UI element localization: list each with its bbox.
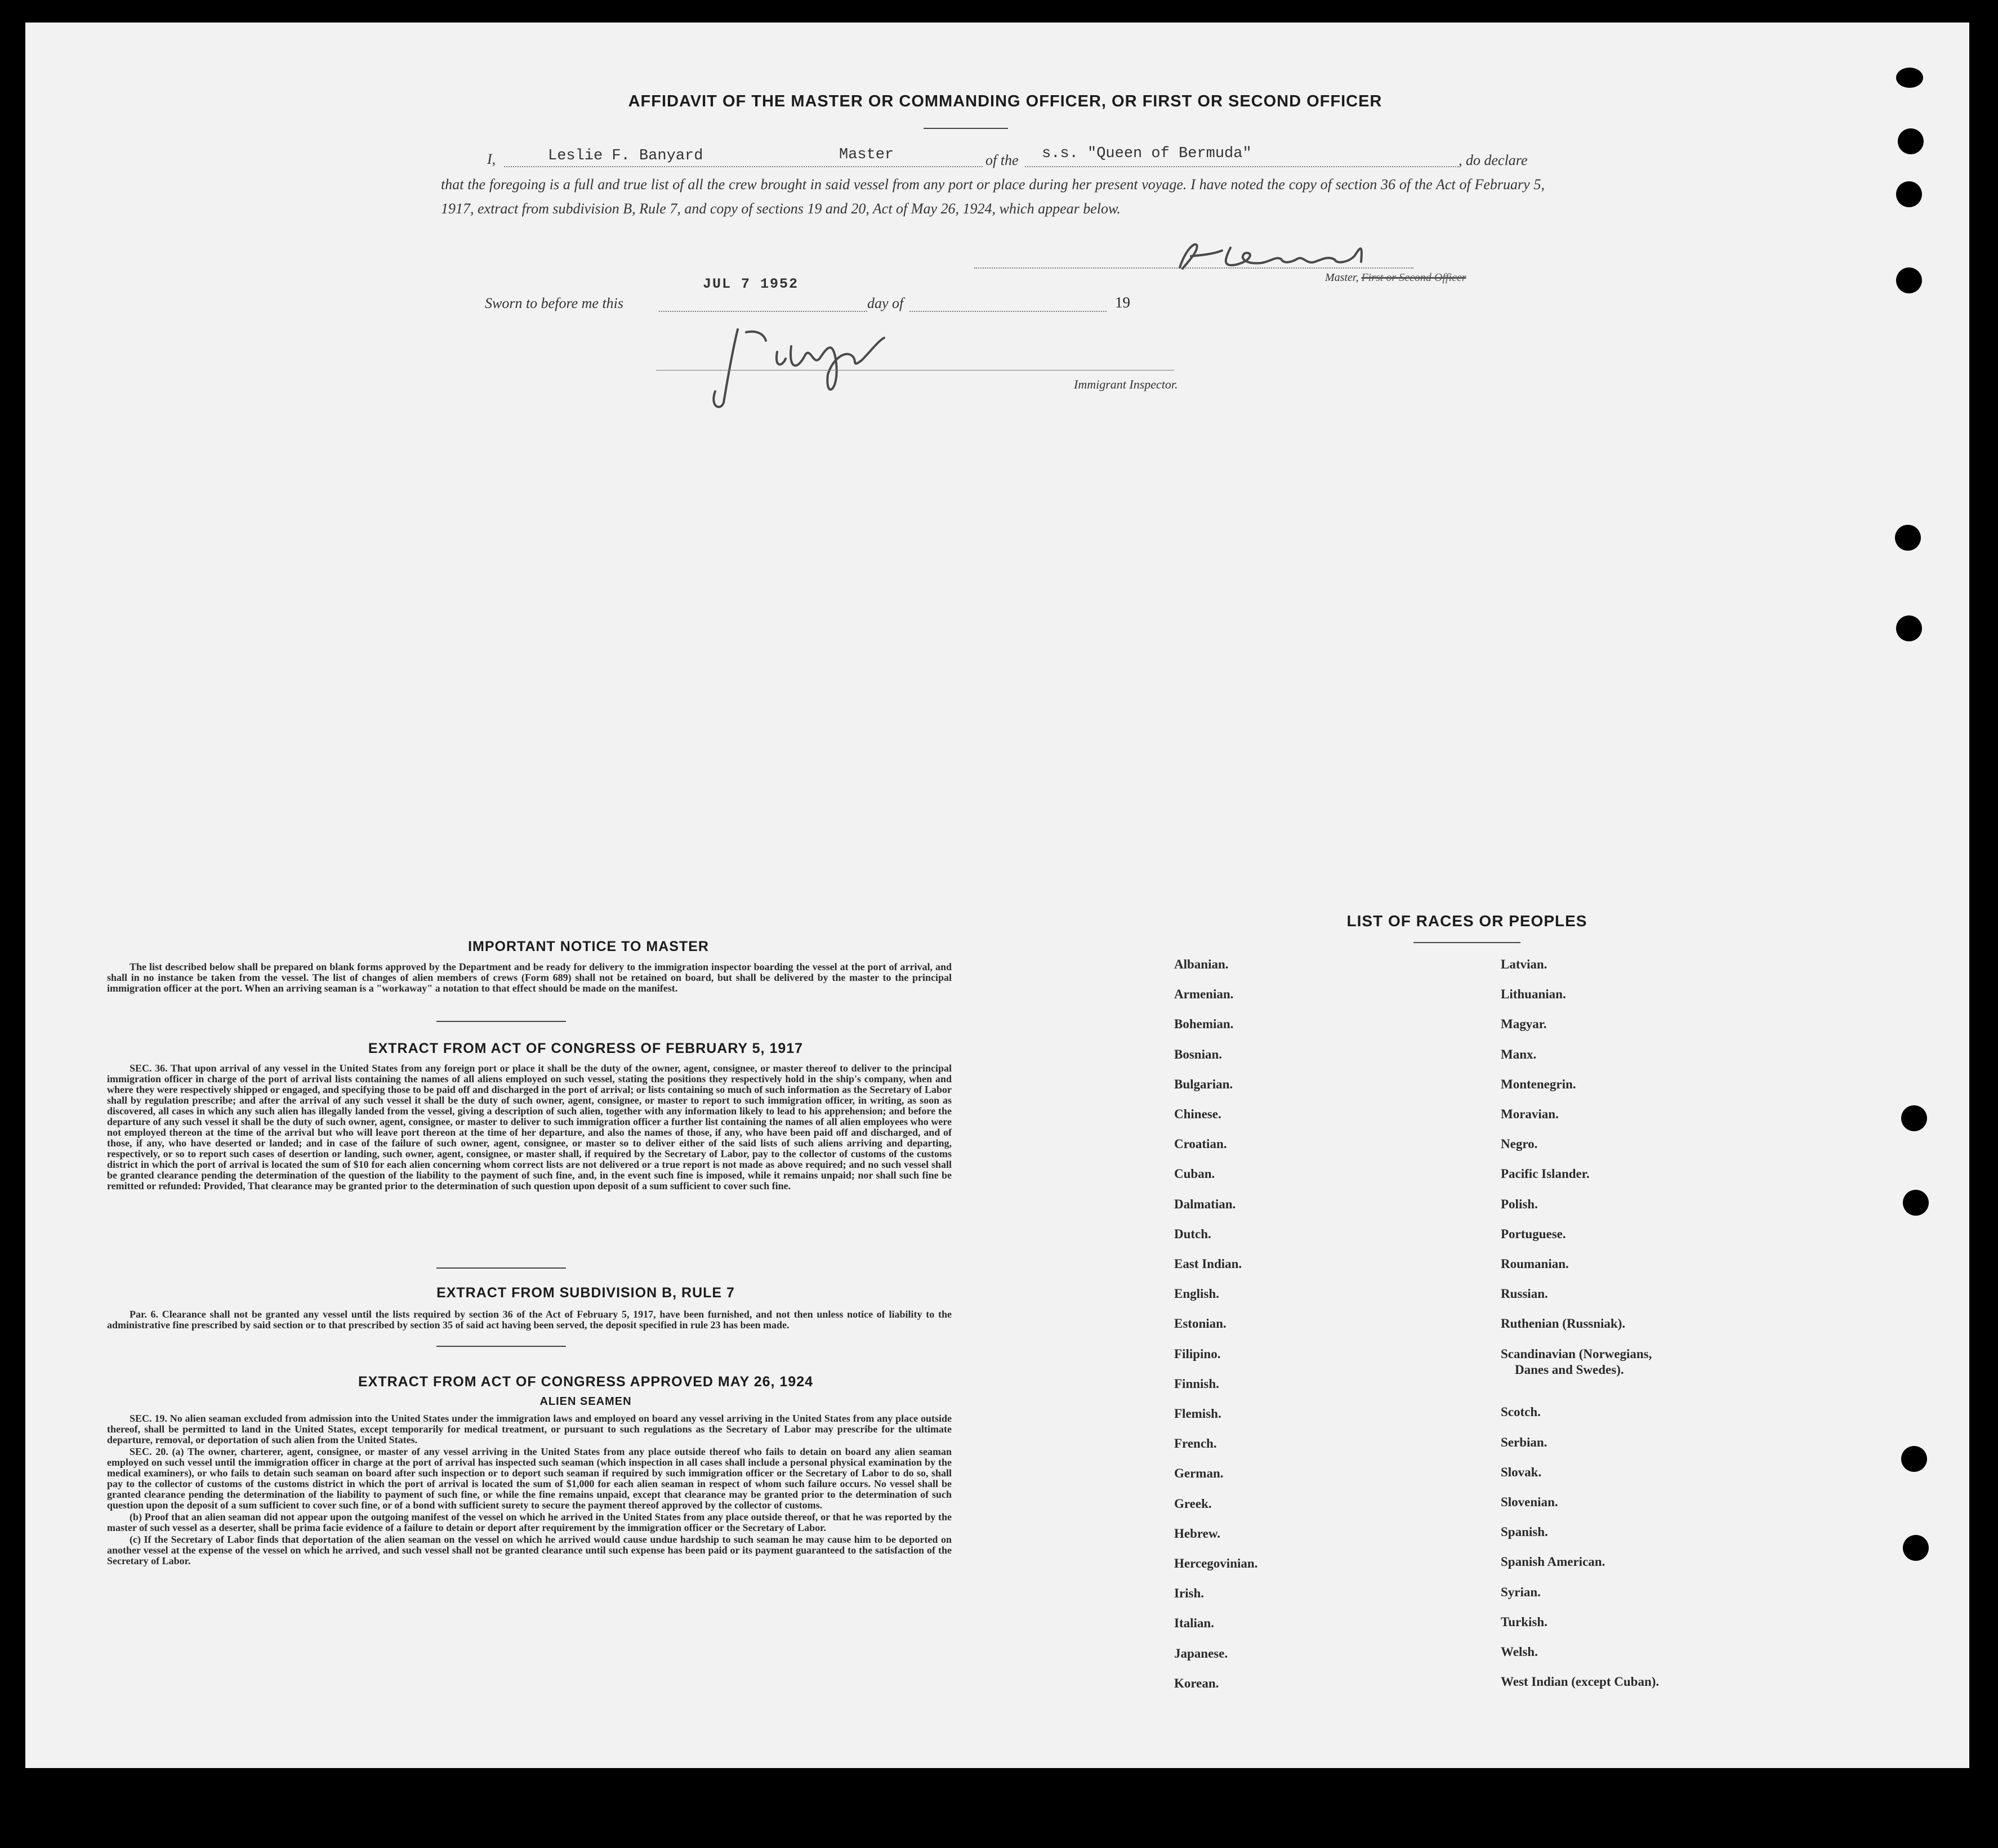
race-item: Italian. xyxy=(1174,1616,1214,1631)
rule-7-paragraph: Par. 6. Clearance shall not be granted any vessel until the lists required by section 36 of the Act of February 5, 1917, have been furnished, and not then unless notice of liability to the administrative fine prescribed by said section or to that prescribed by section 35 of said act having been served, the deposit specified in rule 23 has been made. xyxy=(107,1309,952,1331)
race-item: Slovenian. xyxy=(1501,1494,1558,1509)
section-20a-paragraph: SEC. 20. (a) The owner, charterer, agent, consignee, or master of any vessel arriving in the United States from any place outside thereof who fails to detain on board any alien seaman employed on such vessel until the immigration officer in charge at the port of arrival has inspected such seaman (which inspection in all cases shall include a personal physical examination by the medical examiners), or who fails to detain such seaman on board after such inspection or to deport such seaman if required by such immigration officer or the Secretary of Labor to do so, shall pay to the collector of customs of the customs district in which the port of arrival is located the sum of $1,000 for each alien seaman in respect of whom such failure occurs. No vessel shall be granted clearance pending the determination of the liability to payment of such fine, or while the fine remains unpaid, except that clearance may be granted prior to the determination of such question upon the deposit of a sum sufficient to cover such fine, or of a bond with sufficient surety to secure the payment thereof approved by the collector of customs. xyxy=(107,1446,952,1511)
day-of-label: day of xyxy=(867,295,904,311)
vessel-line xyxy=(1025,166,1459,167)
affidavit-i: I, xyxy=(487,151,496,167)
race-item: English. xyxy=(1174,1287,1219,1301)
race-item: Spanish American. xyxy=(1501,1555,1605,1569)
race-item: Scandinavian (Norwegians, xyxy=(1501,1346,1652,1361)
race-item: Bosnian. xyxy=(1174,1047,1223,1061)
alien-seamen-subtitle: ALIEN SEAMEN xyxy=(539,1395,632,1408)
extract-1924-text xyxy=(107,1413,952,1568)
punch-hole xyxy=(1901,1446,1927,1472)
extract-1917-rule xyxy=(436,1267,566,1269)
punch-hole xyxy=(1896,181,1922,207)
master-title-label xyxy=(1325,271,1466,284)
race-item: Polish. xyxy=(1501,1197,1538,1211)
master-rank: Master xyxy=(839,146,894,163)
race-item: Dalmatian. xyxy=(1174,1197,1236,1211)
race-item: Hebrew. xyxy=(1174,1526,1220,1541)
race-item: Chinese. xyxy=(1174,1107,1221,1121)
race-item: Bulgarian. xyxy=(1174,1077,1233,1091)
race-item: Bohemian. xyxy=(1174,1017,1234,1032)
race-item: Albanian. xyxy=(1174,957,1229,971)
races-rule xyxy=(1413,942,1520,943)
race-item: Pacific Islander. xyxy=(1501,1167,1590,1181)
race-item: Hercegovinian. xyxy=(1174,1556,1258,1570)
extract-1917-text xyxy=(107,1063,952,1193)
race-item: French. xyxy=(1174,1436,1217,1451)
section-20b-paragraph: (b) Proof that an alien seaman did not appear upon the outgoing manifest of the vessel on which he arrived in the United States from any place outside thereof, or that he was reported by the master of such vessel as a deserter, shall be prima facie evidence of a failure to detain or deport after requirement by the immigration officer or the Secretary of Labor. xyxy=(107,1511,952,1533)
extract-1917-title: EXTRACT FROM ACT OF CONGRESS OF FEBRUARY 5, 1917 xyxy=(368,1041,804,1056)
race-item: Montenegrin. xyxy=(1501,1077,1576,1091)
race-item: Irish. xyxy=(1174,1586,1205,1601)
race-item: Flemish. xyxy=(1174,1407,1221,1421)
notice-text xyxy=(107,962,952,995)
inspector-signature xyxy=(698,307,901,417)
section-19-paragraph: SEC. 19. No alien seaman excluded from admission into the United States under the immigration laws and employed on board any vessel arriving in the United States from any place outside thereof, shall be permitted to land in the United States, except temporarily for medical treatment, or pursuant to such regulations as the Secretary of Labor may prescribe for the ultimate departure, removal, or deportation of such alien from the United States. xyxy=(107,1413,952,1445)
date-stamp: JUL 7 1952 xyxy=(703,276,799,292)
do-declare-label: , do declare xyxy=(1459,152,1528,168)
race-item: Croatian. xyxy=(1174,1137,1227,1151)
races-title: LIST OF RACES OR PEOPLES xyxy=(1346,912,1587,930)
section-20c-paragraph: (c) If the Secretary of Labor finds that deportation of the alien seaman on the vessel on which he arrived would cause undue hardship to such seaman he may cause him to be deported on another vessel at the expense of the vessel on which he arrived, and such vessel shall not be granted clearance until such expense has been paid or its payment guaranteed to the satisfaction of the Secretary of Labor. xyxy=(107,1534,952,1566)
race-item: Latvian. xyxy=(1501,957,1547,971)
punch-hole xyxy=(1896,68,1923,88)
rule-7-rule xyxy=(436,1346,566,1347)
punch-hole xyxy=(1903,1190,1929,1216)
race-item: Spanish. xyxy=(1501,1525,1548,1539)
race-item: Greek. xyxy=(1174,1496,1212,1511)
year-prefix: 19 xyxy=(1115,294,1130,311)
punch-hole xyxy=(1895,525,1921,551)
notice-title: IMPORTANT NOTICE TO MASTER xyxy=(468,939,709,954)
race-item: Armenian. xyxy=(1174,987,1234,1002)
race-item: Japanese. xyxy=(1174,1646,1228,1660)
punch-hole xyxy=(1901,1105,1927,1131)
race-item: Portuguese. xyxy=(1501,1226,1566,1241)
race-item: Roumanian. xyxy=(1501,1257,1569,1271)
race-item: Slovak. xyxy=(1501,1465,1542,1479)
race-item: German. xyxy=(1174,1466,1224,1481)
race-item: Magyar. xyxy=(1501,1017,1547,1032)
of-the-label: of the xyxy=(985,152,1019,168)
race-item: Cuban. xyxy=(1174,1167,1215,1181)
race-item: Scotch. xyxy=(1501,1405,1541,1420)
month-line xyxy=(909,311,1107,312)
punch-hole xyxy=(1896,267,1922,293)
race-item: Ruthenian (Russniak). xyxy=(1501,1316,1626,1331)
inspector-line xyxy=(656,370,1174,371)
race-item: Syrian. xyxy=(1501,1584,1541,1599)
race-item: Serbian. xyxy=(1501,1435,1547,1449)
affidavit-title: AFFIDAVIT OF THE MASTER OR COMMANDING OFFICER, OR FIRST OR SECOND OFFICER xyxy=(628,92,1382,110)
rule-7-text xyxy=(107,1309,952,1332)
race-item: Estonian. xyxy=(1174,1316,1227,1331)
race-item: Turkish. xyxy=(1501,1614,1547,1629)
notice-rule xyxy=(436,1021,566,1022)
race-item: Lithuanian. xyxy=(1501,987,1566,1002)
race-item: Finnish. xyxy=(1174,1376,1219,1391)
punch-hole xyxy=(1896,615,1922,641)
punch-hole xyxy=(1903,1535,1929,1561)
punch-hole xyxy=(1898,128,1924,154)
vessel-name: s.s. "Queen of Bermuda" xyxy=(1042,145,1252,162)
race-item-scandinavian-continued: Danes and Swedes). xyxy=(1515,1363,1624,1377)
extract-1924-title: EXTRACT FROM ACT OF CONGRESS APPROVED MAY 26, 1924 xyxy=(358,1374,814,1390)
master-label: Master, xyxy=(1325,271,1362,284)
race-item: Negro. xyxy=(1501,1137,1538,1151)
race-item: Manx. xyxy=(1501,1047,1537,1061)
race-item: Russian. xyxy=(1501,1287,1548,1301)
race-item: East Indian. xyxy=(1174,1257,1242,1271)
race-item: West Indian (except Cuban). xyxy=(1501,1675,1660,1689)
document-page xyxy=(25,23,1969,1768)
affidavit-body: that the foregoing is a full and true list of all the crew brought in said vessel from any port or place during her present voyage. I have noted the copy of section 36 of the Act of February 5, 1917, extract from subdivision B, Rule 7, and copy of sections 19 and 20, Act of May 26, 1924, which appear below. xyxy=(441,176,1545,217)
race-item: Welsh. xyxy=(1501,1644,1538,1659)
sworn-label: Sworn to before me this xyxy=(485,295,624,311)
master-name: Leslie F. Banyard xyxy=(548,148,703,164)
name-line xyxy=(504,166,983,167)
section-36-paragraph: SEC. 36. That upon arrival of any vessel in the United States from any foreign port or place it shall be the duty of the owner, agent, consignee, or master thereof to deliver to the principal immigration officer in charge of the port of arrival lists containing the names of all aliens employed on such vessel, stating the positions they respectively hold in the ship's company, when and where they were respectively shipped or engaged, and specifying those to be paid off and discharged in the port of arrival; or lists containing so much of such information as the Secretary of Labor shall by regulation prescribe; and after the arrival of any such vessel it shall be the duty of such owner, agent, consignee, or master to report to such immigration officer, in writing, as soon as discovered, all cases in which any such alien has illegally landed from the vessel, giving a description of such alien, together with any information likely to lead to his apprehension; and before the departure of any such vessel it shall be the duty of such owner, agent, consignee, or master to deliver to such immigration officer a further list containing the names of all alien employees who were not employed thereon at the time of the arrival but who will leave port thereon at the time of her departure, and also the names of those, if any, who have been paid off and discharged, and of those, if any, who have deserted or landed; and in case of the failure of such owner, agent, consignee, or master so to deliver either of the said lists of such aliens arriving and departing, respectively, or so to report such cases of desertion or landing, such owner, agent, consignee, or master shall, if required by the Secretary of Labor, pay to the collector of customs of the customs district in which the port of arrival is located the sum of $10 for each alien concerning whom correct lists are not delivered or a true report is not made as above required; and no such vessel shall be granted clearance pending the determination of the question of the liability to the payment of such fine, and, in the event such fine is imposed, while it remains unpaid; nor shall such fine be remitted or refunded: Provided, That clearance may be granted prior to the determination of such question upon deposit of a sum sufficient to cover such fine. xyxy=(107,1063,952,1191)
inspector-label: Immigrant Inspector. xyxy=(1074,377,1178,391)
race-item: Korean. xyxy=(1174,1676,1219,1690)
master-struck-text: First or Second Officer xyxy=(1361,271,1466,284)
race-item: Dutch. xyxy=(1174,1226,1211,1241)
race-item: Moravian. xyxy=(1501,1107,1559,1121)
race-item: Filipino. xyxy=(1174,1346,1221,1361)
title-rule xyxy=(924,128,1008,129)
notice-paragraph: The list described below shall be prepared on blank forms approved by the Department and be ready for delivery to the immigration inspector boarding the vessel at the port of arrival, and shall in no instance be taken from the vessel. The list of changes of alien members of crews (Form 689) shall not be retained on board, but shall be delivered by the master to the principal immigration officer at the port. When an arriving seaman is a "workaway" a notation to that effect should be made on the manifest. xyxy=(107,961,952,994)
rule-7-title: EXTRACT FROM SUBDIVISION B, RULE 7 xyxy=(436,1285,735,1301)
